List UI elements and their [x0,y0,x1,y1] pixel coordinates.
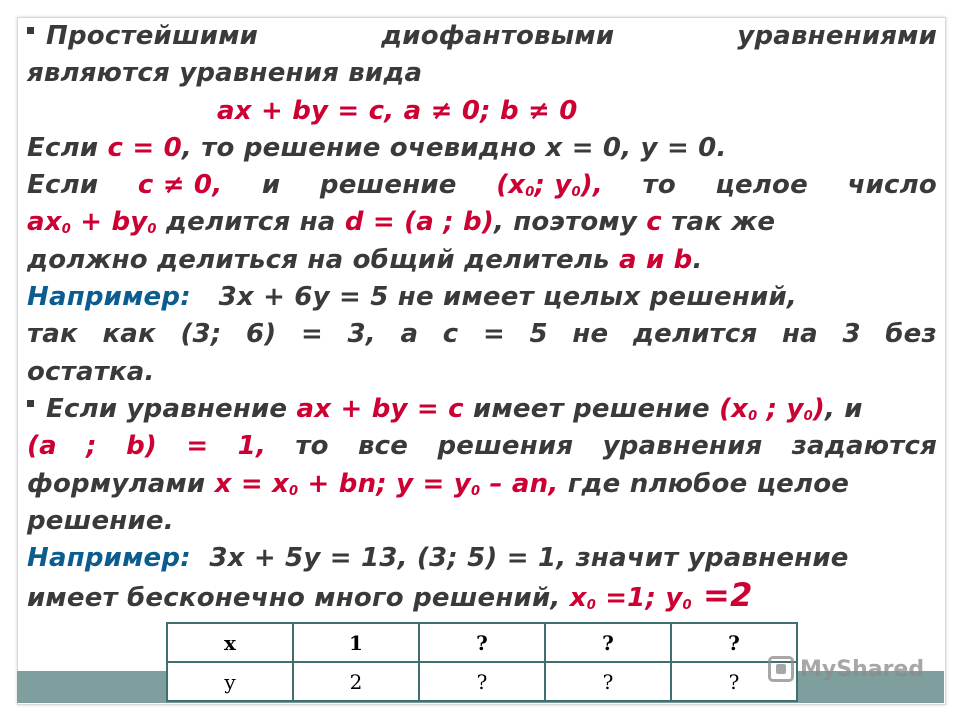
p1-line1: Простейшими диофантовыми уравнениями [27,18,937,55]
p4-line2: имеет бесконечно много решений, $x_0 =1$; $y_0 =2$ [27,576,753,615]
table-cell: x [167,623,293,662]
table-cell: 2 [293,662,419,701]
p1-line2: являются уравнения вида [27,58,423,89]
p2-line1: Например: 3x + 6y = 5 не имеет целых решений, [27,282,797,313]
p3-line4: решение. [27,505,174,536]
table-cell: ? [545,623,671,662]
p1-line5: Если c ≠ 0, и решение ($x_0$; $y_0$), то целое число [27,170,937,201]
myshared-logo-icon [768,656,794,682]
table-cell: 1 [293,623,419,662]
table-cell: ? [419,623,545,662]
table-cell: ? [545,662,671,701]
solutions-table [166,622,798,702]
table-cell: ? [419,662,545,701]
p1-line4: Если c = 0, то решение очевидно x = 0, y = 0. [27,132,727,163]
table-cell: y [167,662,293,701]
p3-line1: Если уравнение ax + by = c имеет решение ($x_0$ ; $y_0$), и [27,391,937,428]
p2-line2: так как (3; 6) = 3, а с = 5 не делится на 3 без [27,319,937,350]
p4-line1: Например: 3x + 5y = 13, (3; 5) = 1, значит уравнение [27,543,849,574]
watermark: MyShared [768,656,924,682]
p2-line3: остатка. [27,356,155,387]
p3-line3: формулами $x = x_0$ + bn; $y = y_0$ – an, где nлюбое целое [27,468,850,499]
p1-line6: $ax_0 + by_0$ делится на d = (a ; b), поэтому c так же [27,207,776,238]
table-row [167,662,797,701]
p1-equation: ax + by = c, a ≠ 0; b ≠ 0 [217,95,578,126]
slide-text [27,18,937,615]
table-cell: ? [671,623,797,662]
bullet-icon [27,400,34,407]
p1-line7: должно делиться на общий делитель a и b. [27,244,703,275]
bullet-icon [27,27,34,34]
table-row [167,623,797,662]
table-cell: ? [671,662,797,701]
p3-line2: (a ; b) = 1, то все решения уравнения задаются [27,431,937,462]
